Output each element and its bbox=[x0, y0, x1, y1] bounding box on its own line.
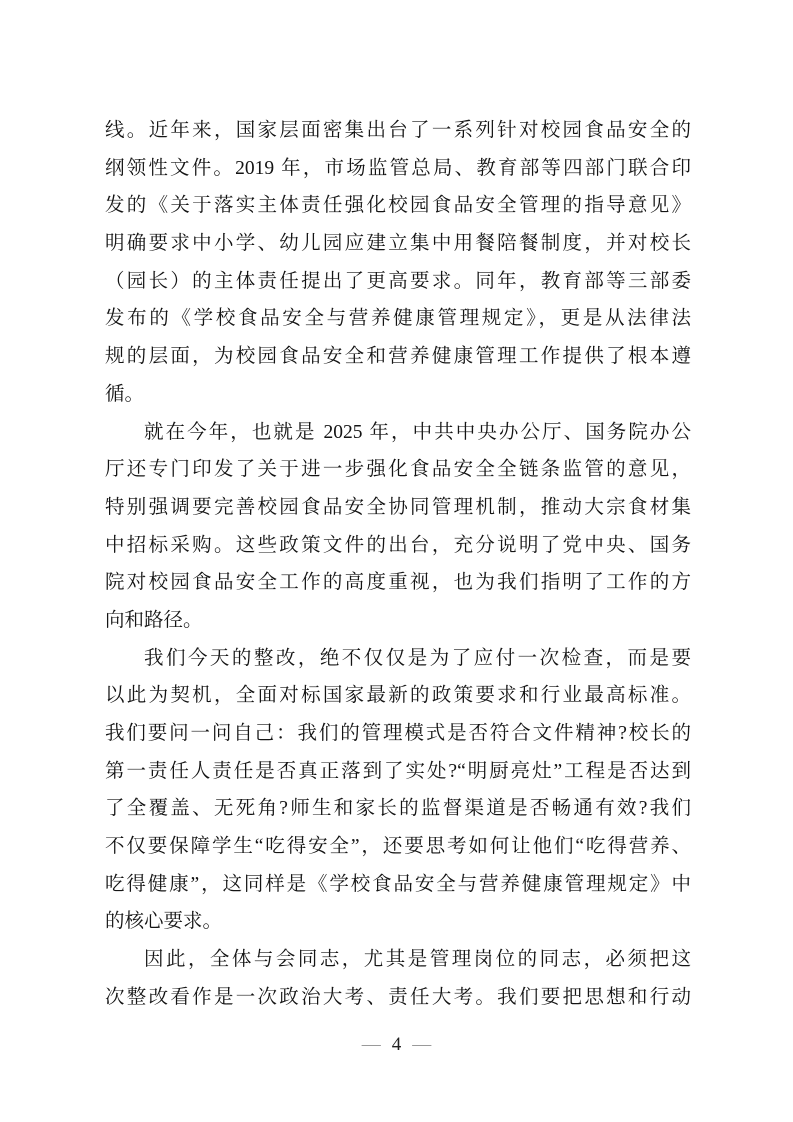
text-line: 就在今年，也就是 2025 年，中共中央办公厅、国务院办公 bbox=[144, 421, 691, 443]
text-line: 明确要求中小学、幼儿园应建立集中用餐陪餐制度，并对校长 bbox=[105, 233, 691, 255]
text-line: 因此，全体与会同志，尤其是管理岗位的同志，必须把这 bbox=[144, 949, 691, 971]
text-line: 线。近年来，国家层面密集出台了一系列针对校园食品安全的 bbox=[105, 120, 691, 141]
text-line: 我们今天的整改，绝不仅仅是为了应付一次检查，而是要 bbox=[144, 647, 691, 669]
page-number: 4 bbox=[391, 1034, 402, 1055]
footer-dash-left: — bbox=[361, 1034, 381, 1055]
text-line: 我们要问一问自己：我们的管理模式是否符合文件精神?校长的 bbox=[105, 723, 691, 744]
text-line: 纲领性文件。2019 年，市场监管总局、教育部等四部门联合印 bbox=[105, 157, 691, 179]
text-line: 发布的《学校食品安全与营养健康管理规定》，更是从法律法 bbox=[105, 308, 691, 330]
text-line: 规的层面，为校园食品安全和营养健康管理工作提供了根本遵 bbox=[105, 346, 691, 368]
text-line: 特别强调要完善校园食品安全协同管理机制，推动大宗食材集 bbox=[105, 496, 691, 518]
page-footer bbox=[0, 1033, 793, 1057]
text-line: 院对校园食品安全工作的高度重视，也为我们指明了工作的方 bbox=[105, 572, 691, 594]
text-line: 次整改看作是一次政治大考、责任大考。我们要把思想和行动 bbox=[105, 986, 691, 1008]
text-line: 了全覆盖、无死角?师生和家长的监督渠道是否畅通有效?我们 bbox=[105, 798, 691, 820]
text-line: 以此为契机，全面对标国家最新的政策要求和行业最高标准。 bbox=[105, 685, 691, 707]
text-line: 的核心要求。 bbox=[105, 911, 223, 933]
text-line: （园长）的主体责任提出了更高要求。同年，教育部等三部委 bbox=[105, 270, 691, 292]
text-line: 向和路径。 bbox=[105, 609, 203, 631]
text-line: 第一责任人责任是否真正落到了实处?“明厨亮灶”工程是否达到 bbox=[105, 760, 691, 782]
footer-dash-right: — bbox=[412, 1034, 432, 1055]
text-line: 吃得健康”，这同样是《学校食品安全与营养健康管理规定》中 bbox=[105, 873, 691, 895]
text-line: 厅还专门印发了关于进一步强化食品安全全链条监管的意见， bbox=[105, 459, 691, 481]
text-line: 循。 bbox=[105, 383, 145, 405]
text-line: 中招标采购。这些政策文件的出台，充分说明了党中央、国务 bbox=[105, 534, 691, 556]
text-line: 发的《关于落实主体责任强化校园食品安全管理的指导意见》 bbox=[105, 195, 691, 217]
document-body bbox=[105, 112, 691, 1017]
text-line: 不仅要保障学生“吃得安全”，还要思考如何让他们“吃得营养、 bbox=[105, 836, 691, 858]
